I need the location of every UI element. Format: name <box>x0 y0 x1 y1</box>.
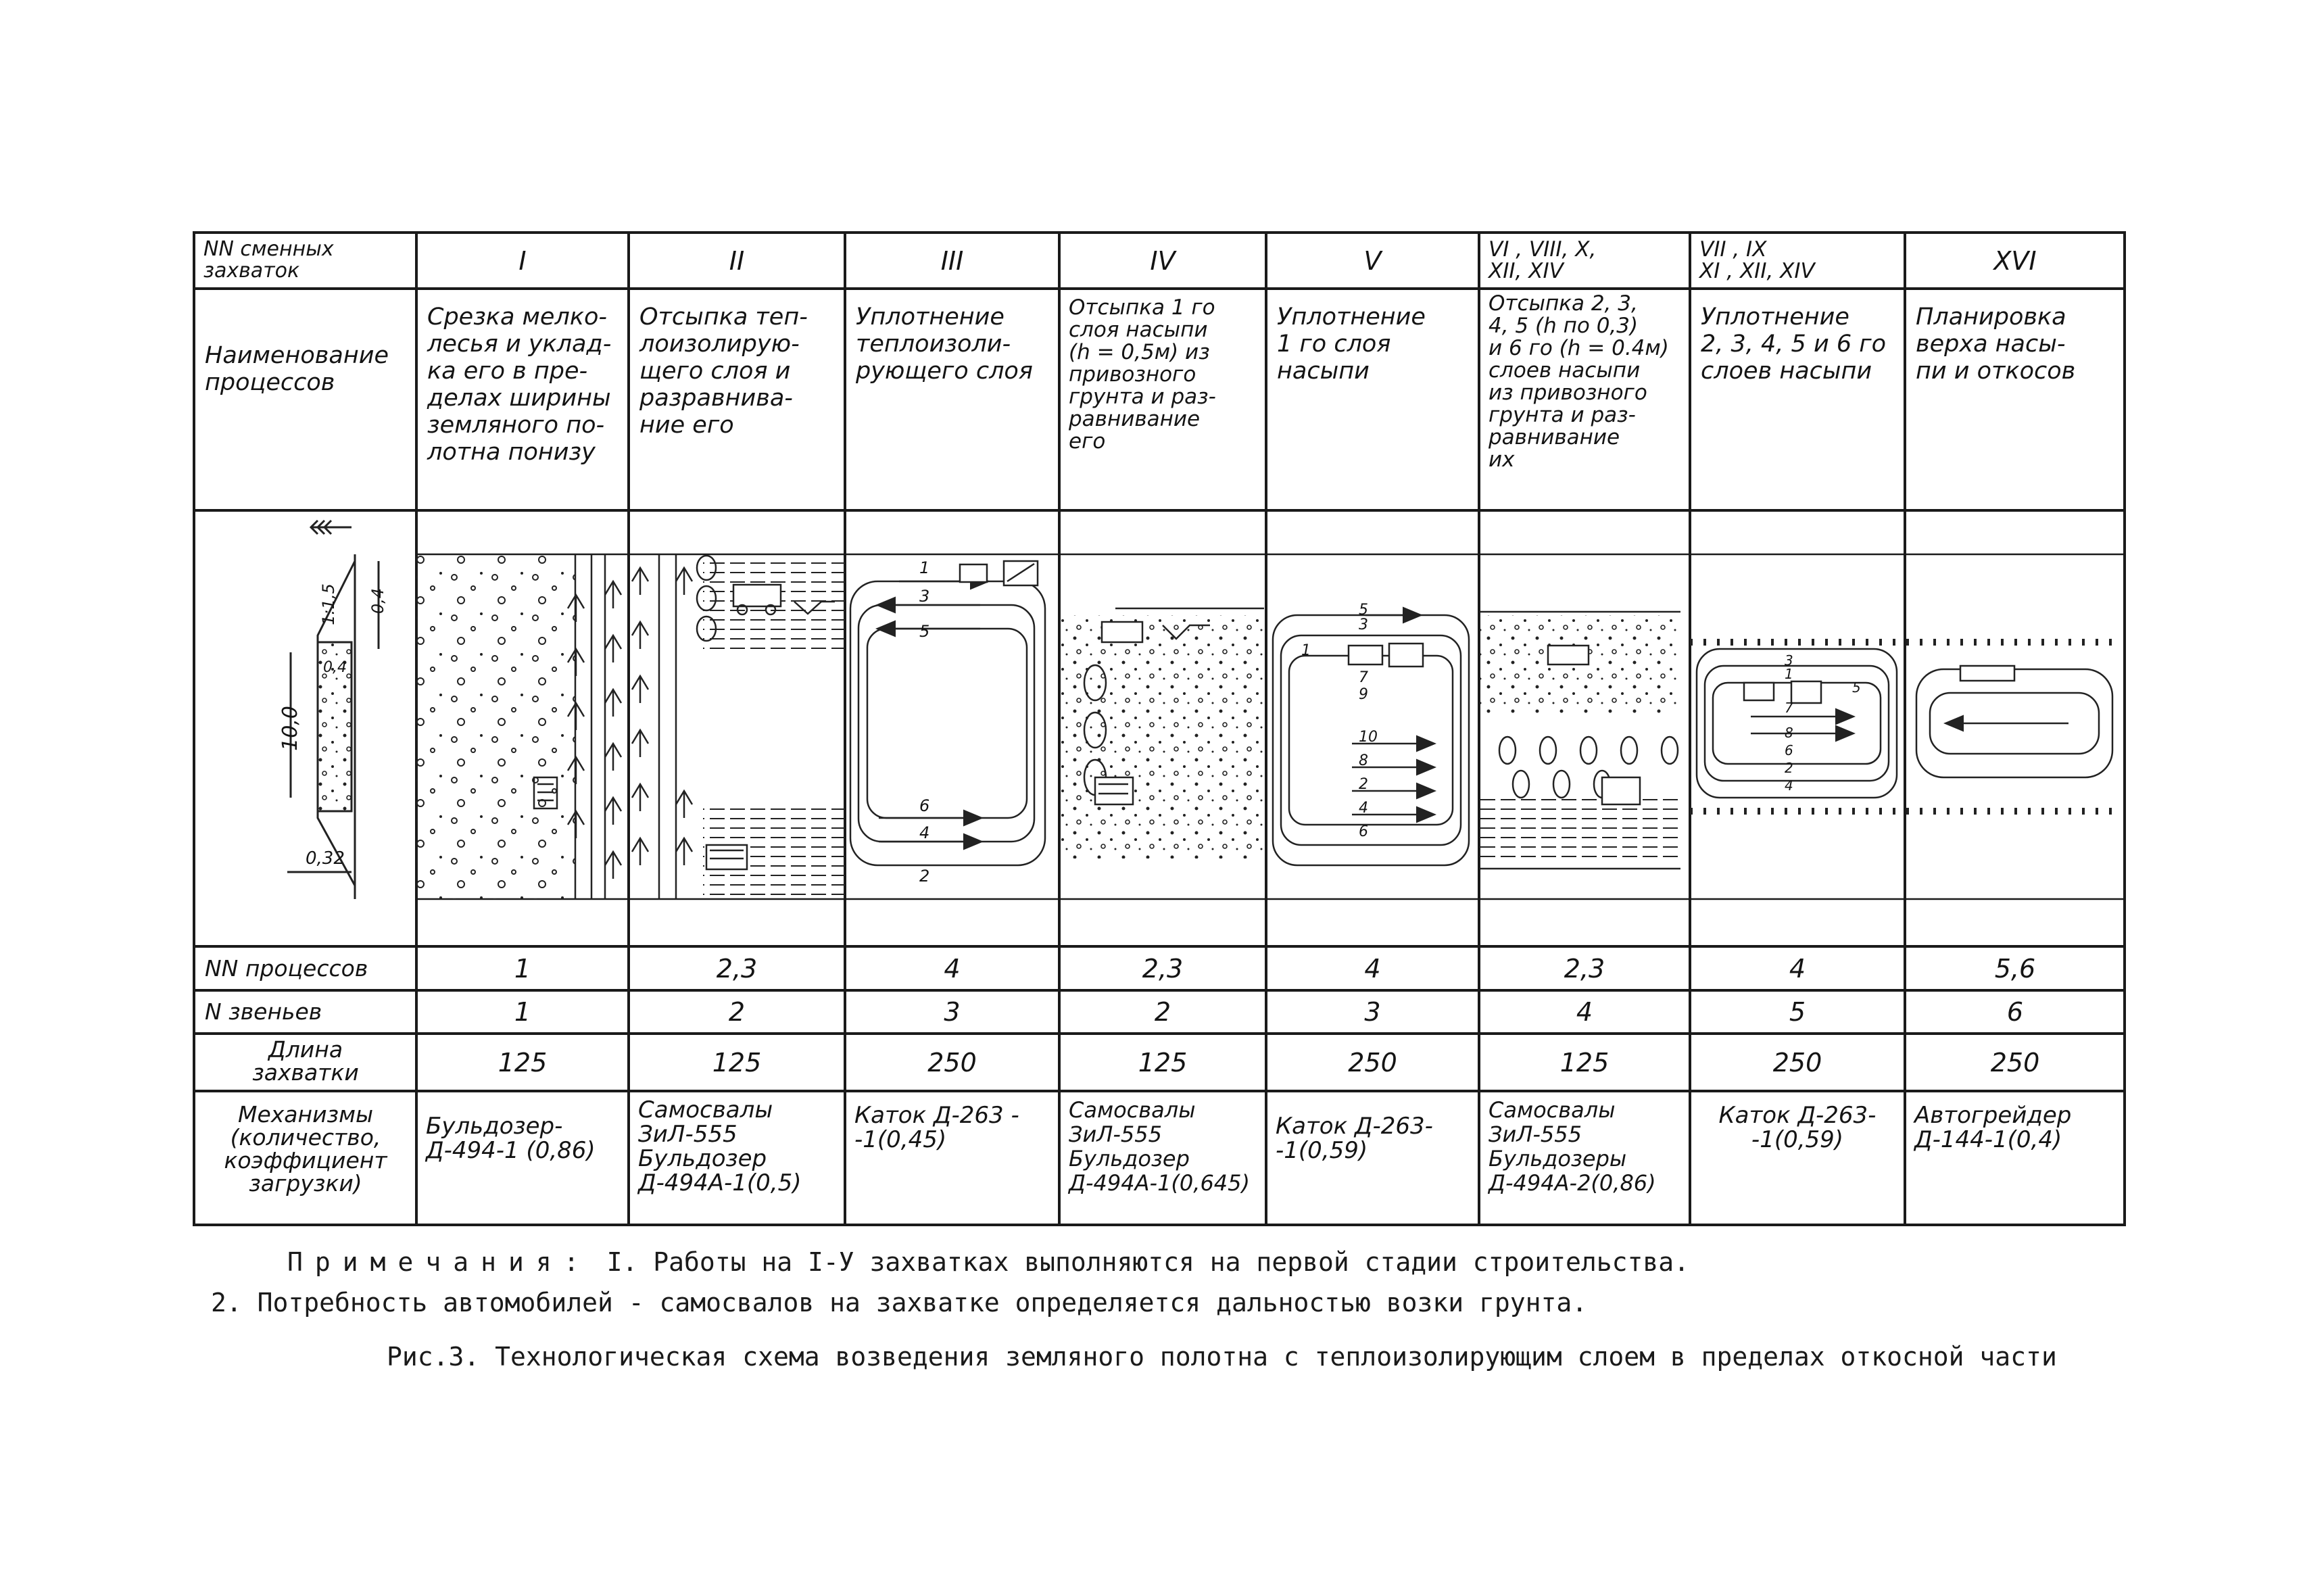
mechanism-6: Самосвалы ЗиЛ-555 Бульдозеры Д-494А-2(0,86) <box>1489 1097 1656 1196</box>
process-5: Уплотнение 1 го слоя насыпи <box>1277 304 1426 385</box>
process-numbers-2: 2,3 <box>716 954 758 984</box>
process-8: Планировка верха насы- пи и откосов <box>1916 304 2076 385</box>
bottom-thickness-label: 0,32 <box>306 848 345 869</box>
loop-number: 2 <box>1359 776 1368 793</box>
notes-label: Примечания: <box>287 1247 591 1277</box>
loop-number: 5 <box>1852 679 1861 696</box>
loop-number: 5 <box>1359 602 1368 619</box>
loop-number: 1 <box>919 558 930 577</box>
col-header-8: XVI <box>1993 246 2037 276</box>
crews-6: 4 <box>1576 997 1593 1027</box>
mechanism-8: Автогрейдер Д-144-1(0,4) <box>1914 1102 2072 1153</box>
crews-2: 2 <box>728 997 746 1027</box>
loop-number: 7 <box>1359 669 1368 686</box>
length-1: 125 <box>498 1047 548 1078</box>
scheme-col-4 <box>1061 608 1264 859</box>
loop-number: 2 <box>1785 760 1793 776</box>
crews-5: 3 <box>1364 997 1381 1027</box>
scheme-col-7 <box>1690 642 1905 811</box>
mechanism-7: Каток Д-263- -1(0,59) <box>1718 1102 1877 1153</box>
height-small-label: 0,4 <box>323 659 347 676</box>
crews-8: 6 <box>2006 997 2024 1027</box>
mechanism-3: Каток Д-263 - -1(0,45) <box>854 1102 1019 1153</box>
scheme-col-6 <box>1480 612 1680 869</box>
process-7: Уплотнение 2, 3, 4, 5 и 6 го слоев насыпи <box>1701 304 1887 385</box>
process-4: Отсыпка 1 го слоя насыпи (h = 0,5м) из привозного грунта и раз- равнивание его <box>1069 295 1216 454</box>
mechanism-1: Бульдозер- Д-494-1 (0,86) <box>426 1113 596 1164</box>
scheme-col-1 <box>416 554 621 899</box>
loop-number: 8 <box>1785 725 1793 741</box>
note-2: 2. Потребность автомобилей - самосвалов на захватке определяется дальностью возки грунта. <box>211 1288 1588 1317</box>
loop-number: 2 <box>919 867 930 886</box>
length-8: 250 <box>1990 1047 2040 1078</box>
loop-number: 6 <box>919 796 930 815</box>
loop-number: 8 <box>1359 752 1368 769</box>
width-label: 10,0 <box>278 706 302 751</box>
process-6: Отсыпка 2, 3, 4, 5 (h по 0,3) и 6 го (h = 0.4м) слоев насыпи из привозного грунта и раз- равнивание их <box>1489 291 1669 472</box>
process-numbers-7: 4 <box>1789 954 1806 984</box>
length-7: 250 <box>1772 1047 1822 1078</box>
col-header-4: IV <box>1150 246 1176 276</box>
length-2: 125 <box>712 1047 762 1078</box>
mechanism-2: Самосвалы ЗиЛ-555 Бульдозер Д-494А-1(0,5) <box>638 1096 802 1196</box>
col-header-7: VII , IX XI , XII, XIV <box>1699 237 1815 283</box>
note-1: I. Работы на I-У захватках выполняются на первой стадии строительства. <box>606 1247 1690 1277</box>
loop-number: 3 <box>919 587 930 606</box>
crews-row-label: N звеньев <box>205 998 322 1025</box>
process-numbers-1: 1 <box>514 954 531 984</box>
mechanism-5: Каток Д-263- -1(0,59) <box>1276 1113 1433 1164</box>
loop-number: 5 <box>919 622 930 641</box>
mechanisms-row-label: Механизмы (количество, коэффициент загрузки) <box>224 1101 387 1196</box>
figure-caption: Рис.3. Технологическая схема возведения земляного полотна с теплоизолирующим слоем в пределах откосной части <box>387 1342 2057 1372</box>
header-row-label: NN сменных захваток <box>203 237 334 283</box>
length-3: 250 <box>927 1047 977 1078</box>
col-header-5: V <box>1363 246 1382 276</box>
scheme-col-2 <box>632 554 845 899</box>
length-5: 250 <box>1348 1047 1397 1078</box>
loop-number: 4 <box>919 823 930 842</box>
processes-row-label: Наименование процессов <box>205 342 389 396</box>
loop-number: 10 <box>1359 729 1378 746</box>
loop-number: 3 <box>1359 616 1368 633</box>
process-numbers-8: 5,6 <box>1994 954 2036 984</box>
loop-number: 6 <box>1785 742 1793 758</box>
col-header-6: VI , VIII, X, XII, XIV <box>1489 237 1597 283</box>
crews-7: 5 <box>1789 997 1806 1027</box>
length-6: 125 <box>1559 1047 1610 1078</box>
process-2: Отсыпка теп- лоизолирую- щего слоя и разравнива- ние его <box>639 304 808 439</box>
col-header-3: III <box>940 246 964 276</box>
loop-number: 6 <box>1359 823 1368 840</box>
scheme-col-3 <box>850 561 1045 865</box>
slope-top-label: 1:1,5 <box>318 583 338 625</box>
col-header-2: II <box>729 246 745 276</box>
loop-number: 1 <box>1301 642 1311 659</box>
process-numbers-5: 4 <box>1364 954 1381 984</box>
process-1: Срезка мелко- лесья и уклад- ка его в пре- делах ширины земляного по- лотна понизу <box>427 304 612 466</box>
crews-1: 1 <box>514 997 531 1027</box>
loop-number: 1 <box>1785 666 1793 682</box>
scheme-col-8 <box>1906 642 2123 811</box>
notes-line-1 <box>287 1247 1689 1277</box>
loop-number: 7 <box>1785 700 1793 716</box>
process-numbers-row-label: NN процессов <box>205 955 368 982</box>
process-3: Уплотнение теплоизоли- рующего слоя <box>856 304 1033 385</box>
mechanism-4: Самосвалы ЗиЛ-555 Бульдозер Д-494А-1(0,645) <box>1069 1097 1250 1196</box>
crews-4: 2 <box>1154 997 1171 1027</box>
process-numbers-6: 2,3 <box>1564 954 1605 984</box>
loop-number: 4 <box>1785 777 1793 794</box>
process-numbers-3: 4 <box>944 954 961 984</box>
loop-number: 4 <box>1359 800 1368 817</box>
length-4: 125 <box>1138 1047 1188 1078</box>
crews-3: 3 <box>944 997 961 1027</box>
loop-number: 3 <box>1785 652 1793 669</box>
loop-number: 9 <box>1359 686 1368 703</box>
process-numbers-4: 2,3 <box>1142 954 1184 984</box>
length-row-label: Длина захватки <box>252 1036 359 1086</box>
height-top-label: 0,4 <box>368 587 388 614</box>
col-header-1: I <box>518 246 527 276</box>
